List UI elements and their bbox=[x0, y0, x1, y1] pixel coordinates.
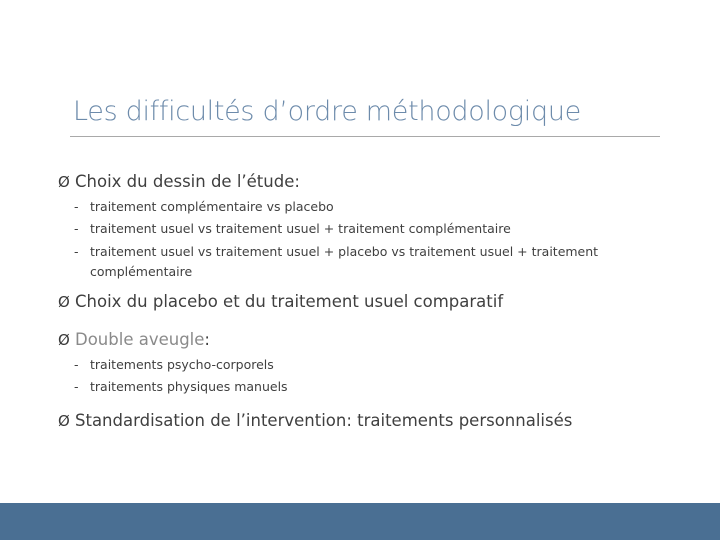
bullet-text: Choix du dessin de l’étude: bbox=[75, 172, 300, 191]
sub-item bbox=[74, 355, 634, 375]
bullet-text: Standardisation de l’intervention: traitements personnalisés bbox=[75, 411, 573, 430]
arrow-bullet-icon: Ø bbox=[58, 292, 70, 311]
dash-icon: - bbox=[74, 244, 79, 259]
sub-item-text: traitement usuel vs traitement usuel + traitement complémentaire bbox=[90, 221, 511, 236]
footer-bar bbox=[0, 503, 720, 540]
dash-icon: - bbox=[74, 357, 79, 372]
sub-item-text: traitements psycho-corporels bbox=[90, 357, 274, 372]
bullet-text-colon: : bbox=[204, 330, 210, 349]
sub-item bbox=[74, 197, 634, 217]
arrow-bullet-icon: Ø bbox=[58, 330, 70, 349]
title-divider bbox=[70, 136, 660, 137]
sub-item bbox=[74, 219, 634, 239]
sub-item bbox=[74, 242, 634, 282]
bullet-text: Choix du placebo et du traitement usuel comparatif bbox=[75, 292, 504, 311]
arrow-bullet-icon: Ø bbox=[58, 172, 70, 191]
bullet-standardisation bbox=[58, 411, 572, 430]
bullet-design-choice bbox=[58, 172, 300, 191]
dash-icon: - bbox=[74, 221, 79, 236]
sub-item-text: traitements physiques manuels bbox=[90, 379, 288, 394]
slide-title: Les difficultés d’ordre méthodologique bbox=[73, 96, 581, 127]
sub-item-text: traitement complémentaire vs placebo bbox=[90, 199, 334, 214]
dash-icon: - bbox=[74, 199, 79, 214]
dash-icon: - bbox=[74, 379, 79, 394]
bullet-text: Double aveugle bbox=[75, 330, 205, 349]
bullet-placebo-choice bbox=[58, 292, 503, 311]
bullet-double-blind bbox=[58, 330, 210, 349]
sub-item bbox=[74, 377, 634, 397]
sub-item-text: traitement usuel vs traitement usuel + placebo vs traitement usuel + traitement complémentaire bbox=[90, 244, 599, 279]
arrow-bullet-icon: Ø bbox=[58, 411, 70, 430]
